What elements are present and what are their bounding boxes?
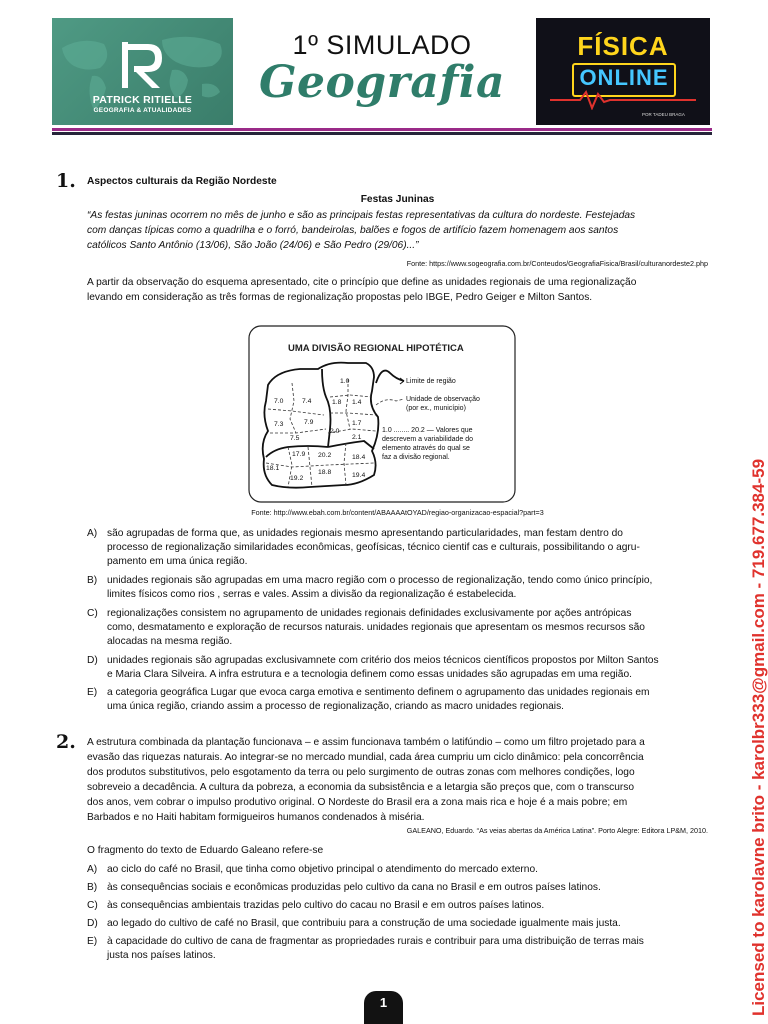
q2-prompt: O fragmento do texto de Eduardo Galeano refere-se bbox=[87, 845, 324, 856]
option-text: são agrupadas de forma que, as unidades regionais mesmo apresentando particularidades, man festam dentro do bbox=[107, 528, 623, 539]
option-text: justa nos países latinos. bbox=[107, 950, 216, 961]
option-letter: C) bbox=[87, 608, 98, 619]
legend-boundary-label: Limite de região bbox=[406, 378, 456, 385]
legend-unit-label-2: (por ex., município) bbox=[406, 405, 466, 412]
q1-option-a[interactable] bbox=[87, 527, 712, 571]
option-text: a categoria geográfica Lugar que evoca carga emotiva e sentimento definem o agrupamento das unidades regionais em bbox=[107, 687, 650, 698]
cell-value: 18.4 bbox=[352, 454, 366, 461]
figure-title: UMA DIVISÃO REGIONAL HIPOTÉTICA bbox=[288, 343, 464, 354]
legend-values-line-1: 1.0 ........ 20.2 — Valores que bbox=[382, 427, 473, 434]
quote-title: Festas Juninas bbox=[360, 194, 435, 205]
option-letter: B) bbox=[87, 575, 98, 586]
legend-values-line-4: faz a divisão regional. bbox=[382, 454, 450, 461]
heartbeat-icon bbox=[550, 88, 696, 110]
cell-value: 1.4 bbox=[352, 399, 362, 406]
option-text: processo de regionalização similaridades econômicas, geofísicas, técnico cientif cas e culturais, possibilitando o agru- bbox=[107, 542, 640, 553]
q2-source: GALEANO, Eduardo. “As veias abertas da América Latina”. Porto Alegre: Editora LP&M, 2010. bbox=[406, 826, 708, 835]
option-text: à capacidade do cultivo de cana de fragmentar as propriedades rurais e contribuir para uma distribuição de terras mais bbox=[107, 936, 644, 947]
cell-value: 19.2 bbox=[290, 475, 304, 482]
question-1-heading: Aspectos culturais da Região Nordeste bbox=[87, 176, 277, 187]
legend-values-line-3: elemento através do qual se bbox=[382, 445, 470, 452]
page-header bbox=[52, 18, 712, 126]
option-text: às consequências sociais e econômicas produzidas pelo cultivo da cana no Brasil e em outros países latinos. bbox=[107, 882, 601, 893]
exam-title bbox=[242, 30, 522, 108]
option-text: unidades regionais são agrupadas em uma macro região com o processo de regionalização, tendo como único princípio, bbox=[107, 575, 653, 586]
cell-value: 18.1 bbox=[266, 465, 280, 472]
question-1-number: 1. bbox=[56, 170, 76, 192]
option-letter: D) bbox=[87, 655, 98, 666]
logo-fisica-text: FÍSICA bbox=[577, 31, 669, 61]
option-text: ao ciclo do café no Brasil, que tinha como objetivo principal o atendimento do mercado externo. bbox=[107, 864, 538, 875]
q2-text-line-4: sobreveio a decadência. A cultura da pobreza, a economia da subsistência e a letargia são preços que, com o transcurso bbox=[87, 782, 635, 793]
logo-online-text: ONLINE bbox=[579, 65, 669, 90]
q2-option-b[interactable] bbox=[87, 881, 712, 896]
patrick-ritielle-logo bbox=[52, 18, 233, 125]
logo-name: PATRICK RITIELLE bbox=[92, 94, 193, 106]
cell-value: 18.8 bbox=[318, 469, 332, 476]
cell-value: 2.1 bbox=[352, 434, 362, 441]
q1-option-c[interactable] bbox=[87, 607, 712, 651]
cell-value: 1.8 bbox=[332, 399, 342, 406]
cell-value: 1.0 bbox=[340, 378, 350, 385]
q2-text-line-2: evasão das riquezas naturais. Ao integrar-se no mercado mundial, cada área cumpriu um ciclo dinâmico: pela concorrência bbox=[87, 752, 644, 763]
option-letter: E) bbox=[87, 936, 98, 947]
option-letter: A) bbox=[87, 864, 98, 875]
question-1-prompt-line-1: A partir da observação do esquema apresentado, cite o princípio que define as unidades regionais de uma regionalização bbox=[87, 277, 637, 288]
cell-value: 7.4 bbox=[302, 398, 312, 405]
legend-values-line-2: descrevem a variabilidade do bbox=[382, 436, 474, 443]
page-number: 1 bbox=[364, 991, 403, 1024]
cell-value: 20.2 bbox=[318, 452, 332, 459]
fisica-online-logo bbox=[536, 18, 710, 125]
exam-title-number: 1º SIMULADO bbox=[292, 30, 472, 60]
q2-option-c[interactable] bbox=[87, 899, 712, 914]
q1-option-e[interactable] bbox=[87, 686, 712, 716]
option-text: uma única região, criando assim a processo de regionalização, criando as macro unidades regionais. bbox=[107, 701, 564, 712]
cell-value: 7.5 bbox=[290, 435, 300, 442]
option-text: unidades regionais são agrupadas exclusivamnete com critério dos meios técnicos científicos propostos por Milton Santos bbox=[107, 655, 659, 666]
cell-value: 1.7 bbox=[352, 420, 362, 427]
quote-line-2: com danças típicas como a quadrilha e o forró, bandeirolas, balões e fogos de artifício fazem homenagem aos santos bbox=[87, 225, 619, 236]
q2-option-a[interactable] bbox=[87, 863, 712, 878]
q2-option-d[interactable] bbox=[87, 917, 712, 932]
cell-value: 19.4 bbox=[352, 472, 366, 479]
cell-value: 7.9 bbox=[304, 419, 314, 426]
q1-option-b[interactable] bbox=[87, 574, 712, 604]
option-text: e Maria Clara Silveira. A infra estrutura e a tecnologia definem como essas unidades são agrupadas em uma região. bbox=[107, 669, 632, 680]
cell-value: 7.3 bbox=[274, 421, 284, 428]
logo-subtitle: GEOGRAFIA & ATUALIDADES bbox=[93, 107, 192, 114]
legend-unit-label-1: Unidade de observação bbox=[406, 396, 480, 403]
option-letter: B) bbox=[87, 882, 98, 893]
regional-division-figure bbox=[248, 325, 516, 503]
option-text: limites físicos como rios , serras e vales. Assim a divisão da regionalização é estabelecida. bbox=[107, 589, 517, 600]
option-text: às consequências ambientais trazidas pelo cultivo do cacau no Brasil e em outros países latinos. bbox=[107, 900, 545, 911]
quote-source: Fonte: https://www.sogeografia.com.br/Conteudos/GeografiaFisica/Brasil/culturanordeste2.php bbox=[406, 259, 708, 268]
option-text: como, desmatamento e exploração de recursos naturais. unidades regionais que apresentam os mesmos recursos são bbox=[107, 622, 645, 633]
exam-title-subject: Geografia bbox=[258, 57, 506, 108]
figure-source: Fonte: http://www.ebah.com.br/content/ABAAAAtOYAD/regiao-organizacao-espacial?part=3 bbox=[251, 508, 544, 517]
logo-credit: POR TADEU BRAGA bbox=[642, 112, 685, 117]
question-1-prompt-line-2: levando em consideração as três formas de regionalização propostas pelo IBGE, Pedro Geiger e Milton Santos. bbox=[87, 292, 593, 303]
header-divider-dark bbox=[52, 132, 712, 135]
q2-text-line-3: dos produtos substitutivos, pelo esgotamento da terra ou pelo surgimento de outras zonas com melhores condições, logo bbox=[87, 767, 635, 778]
q2-text-line-6: Barbados e no Haiti habitam formigueiros humanos condenados à miséria. bbox=[87, 812, 425, 823]
quote-line-3: católicos Santo Antônio (13/06), São João (24/06) e São Pedro (29/06)...” bbox=[87, 240, 419, 251]
option-text: ao legado do cultivo de café no Brasil, que contribuiu para a construção de uma sociedade igualmente mais justa. bbox=[107, 918, 621, 929]
q1-option-d[interactable] bbox=[87, 654, 712, 684]
option-text: regionalizações consistem no agrupamento de unidades regionais definidades exclusivamente por ações antrópicas bbox=[107, 608, 632, 619]
pr-monogram-icon bbox=[120, 40, 166, 90]
cell-value: 17.9 bbox=[292, 451, 306, 458]
cell-value: 2.0 bbox=[330, 428, 340, 435]
header-divider-purple bbox=[52, 128, 712, 131]
option-text: pamento em uma única região. bbox=[107, 556, 248, 567]
license-watermark: Licensed to karolavne brito - karolbr333@gmail.com - 719.677.384-59 bbox=[749, 458, 768, 1016]
q2-option-e[interactable] bbox=[87, 935, 712, 965]
option-letter: A) bbox=[87, 528, 98, 539]
option-letter: C) bbox=[87, 900, 98, 911]
option-text: alocadas na mesma região. bbox=[107, 636, 233, 647]
question-2-number: 2. bbox=[56, 731, 76, 753]
q2-text-line-1: A estrutura combinada da plantação funcionava – e assim funcionava também o latifúndio – como um filtro projetado para a bbox=[87, 737, 645, 748]
quote-line-1: “As festas juninas ocorrem no mês de junho e são as principais festas representativas da cultura do nordeste. Festejadas bbox=[87, 210, 636, 221]
option-letter: E) bbox=[87, 687, 98, 698]
option-letter: D) bbox=[87, 918, 98, 929]
cell-value: 7.0 bbox=[274, 398, 284, 405]
q2-text-line-5: dos anos, vem cobrar o impulso produtivo original. O Nordeste do Brasil era a zona mais rica e hoje é a mais pobre; em bbox=[87, 797, 628, 808]
